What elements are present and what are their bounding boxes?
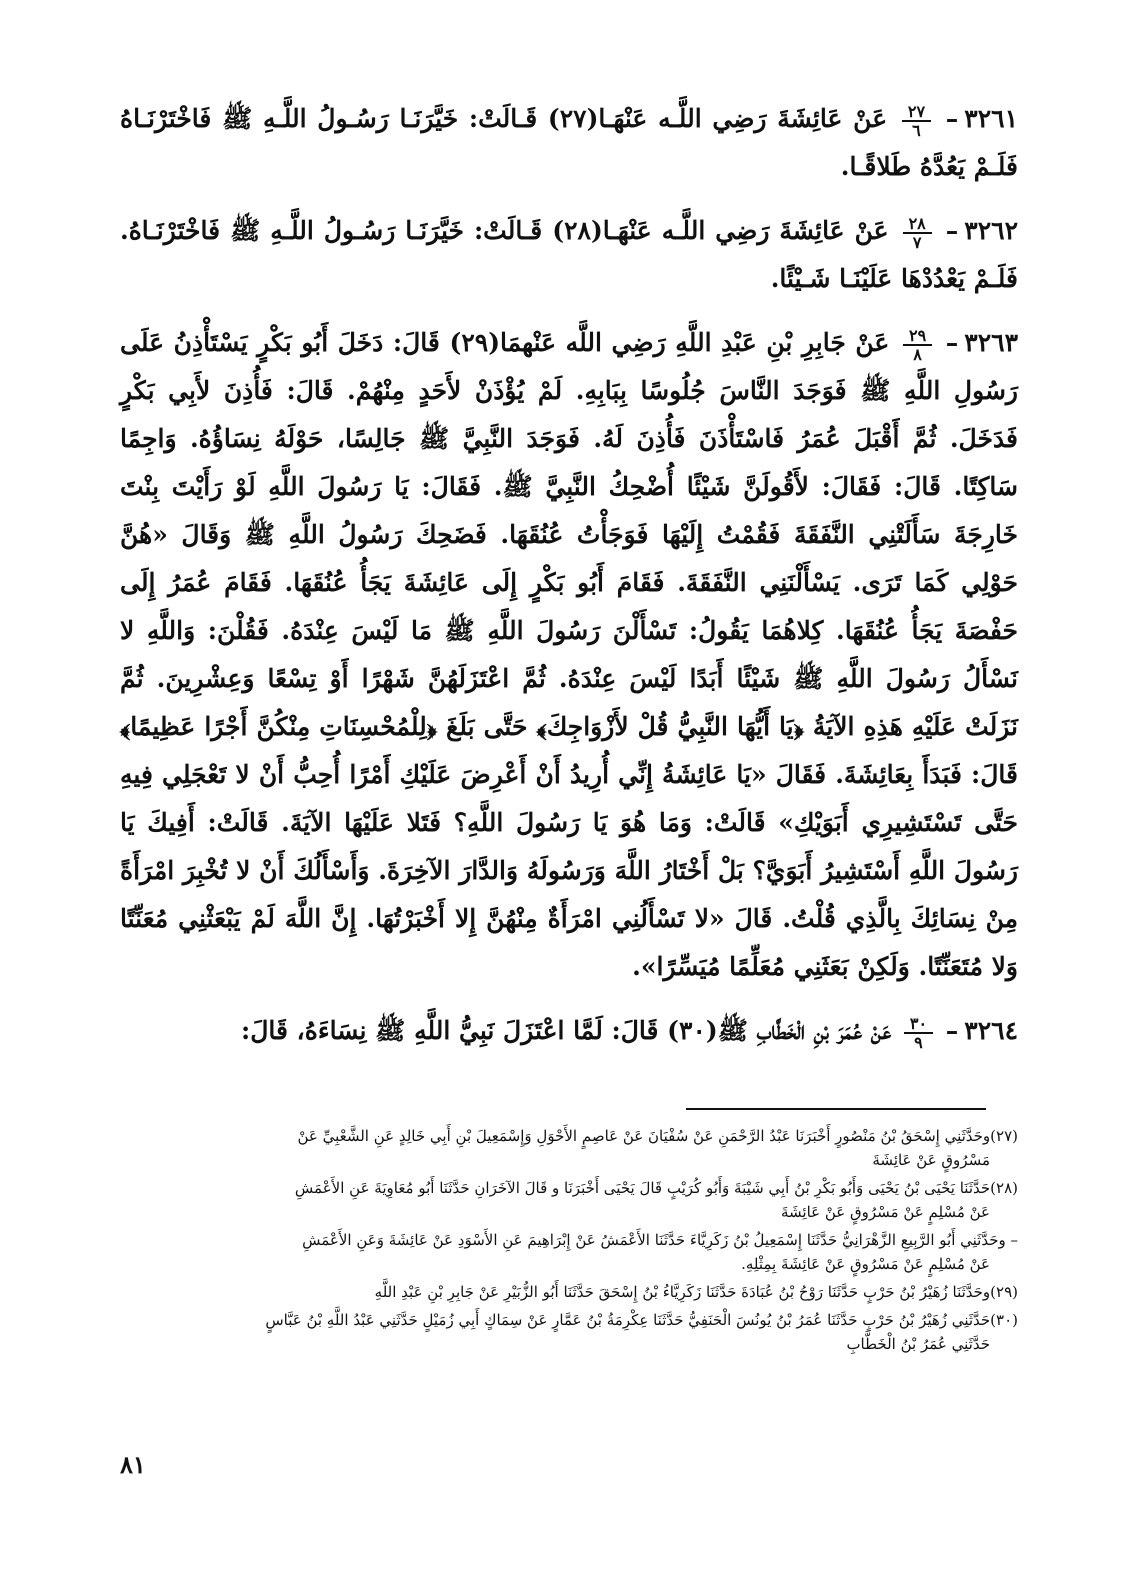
hadith-number: ٣٢٦٤ <box>964 1016 1018 1045</box>
footnote-separator <box>686 1108 986 1110</box>
footnote-continuation: حَدَّثَنِي عُمَرُ بْنُ الْخَطَّابِ <box>846 1335 990 1353</box>
footnote-text: (٢٨)حَدَّثَنَا يَحْيَى بْنُ يَحْيَى وَأَبُو بَكْرِ بْنُ أَبِي شَيْبَةَ وَأَبُو كُرَيْبٍ قَالَ يَحْيَى أَخْبَرَنَا و قَالَ الآخَرَانِ حَدَّثَنَا أَبُو مُعَاوِيَةَ عَنِ الأَعْمَشِ <box>294 1179 1018 1197</box>
footnote-continuation: عَنْ مُسْلِمٍ عَنْ مَسْرُوقٍ عَنْ عَائِشَةَ <box>780 1203 990 1221</box>
hadith-3264: ٣٢٦٤– $\frac{٣٠}{٩}$ عَنْ عُمَرَ بْنِ الْخَطَّابِ ﷺ(٣٠) قَالَ: لَمَّا اعْتَزَلَ نَبِيُّ اللَّهِ ﷺ نِسَاءَهُ، قَالَ: <box>241 1013 1018 1052</box>
hadith-number: ٣٢٦٣ <box>964 328 1018 357</box>
fraction-top: ٢٨ <box>903 215 932 234</box>
footnote-text: (٣٠)حَدَّثَنِي زُهَيْرُ بْنُ حَرْبٍ حَدَّثَنَا عُمَرُ بْنُ يُونُسَ الْحَنَفِيُّ حَدَّثَنَا عِكْرِمَةُ بْنُ عَمَّارٍ عَنْ سِمَاكٍ أَبِي زُمَيْلٍ حَدَّثَنِي عَبْدُ اللَّهِ بْنُ عَبَّاسٍ <box>265 1311 1018 1329</box>
fraction-bottom: ٧ <box>912 232 922 252</box>
hadith-text: عَنْ عَائِشَةَ رَضِي اللَّـه عَنْهَـا(٢٧) قَـالَتْ: خَيَّرَنَـا رَسُـولُ اللَّـهِ ﷺ فَاخْتَرْنَـاهُ فَلَـمْ يَعُدَّهُ طَلاقًـا. <box>120 104 1018 181</box>
footnote-text: – وحَدَّثَنِي أَبُو الرَّبِيعِ الزَّهْرَانِيُّ حَدَّثَنَا إِسْمَعِيلُ بْنُ زَكَرِيَّاءَ حَدَّثَنَا الأَعْمَشُ عَنْ إِبْرَاهِيمَ عَنِ الأَسْوَدِ عَنْ عَائِشَةَ وَعَنِ الأَعْمَشِ <box>302 1231 1018 1249</box>
hadith-3263: ٣٢٦٣– $\frac{٢٩}{٨}$ عَنْ جَابِرِ بْنِ عَبْدِ اللَّهِ رَضِي اللَّه عَنْهمَا(٢٩) قَالَ: دَخَلَ أَبُو بَكْرٍ يَسْتَأْذِنُ عَلَى رَسُولِ اللَّهِ ﷺ فَوَجَدَ النَّاسَ جُلُوسًا بِبَابِهِ. لَمْ يُؤْذَنْ لأَحَدٍ مِنْهُمْ. قَالَ: فَأُذِنَ لأَبِي بَكْرٍ فَدَخَلَ. ثُمَّ أَقْبَلَ عُمَرُ فَاسْتَأْذَنَ فَأُذِنَ لَهُ. فَوَجَدَ النَّبِيَّ ﷺ جَالِسًا، حَوْلَهُ نِسَاؤُهُ. وَاجِمًا سَاكِتًا. قَالَ: فَقَالَ: لأَقُولَنَّ شَيْئًا أُضْحِكُ النَّبِيَّ ﷺ. فَقَالَ: يَا رَسُولَ اللَّهِ لَوْ رَأَيْتَ بِنْتَ خَارِجَةَ سَأَلَتْنِي النَّفَقَةَ فَقُمْتُ إِلَيْهَا فَوَجَأْتُ عُنُقَهَا. فَضَحِكَ رَسُولُ اللَّهِ ﷺ وَقَالَ «هُنَّ حَوْلِي كَمَا تَرَى. يَسْأَلْنَنِي النَّفَقَةَ. فَقَامَ أَبُو بَكْرٍ إِلَى عَائِشَةَ يَجَأُ عُنُقَهَا. فَقَامَ عُمَرُ إِلَى حَفْصَةَ يَجَأُ عُنُقَهَا. كِلاهُمَا يَقُولُ: تَسْأَلْنَ رَسُولَ اللَّهِ ﷺ مَا لَيْسَ عِنْدَهُ. فَقُلْنَ: وَاللَّهِ لا نَسْأَلُ رَسُولَ اللَّهِ ﷺ شَيْئًا أَبَدًا لَيْسَ عِنْدَهُ. ثُمَّ اعْتَزَلَهُنَّ شَهْرًا أَوْ تِسْعًا وَعِشْرِينَ. ثُمَّ نَزَلَتْ عَلَيْهِ هَذِهِ الآيَةُ ﴿يَا أَيُّهَا النَّبِيُّ قُلْ لأَزْوَاجِكَ﴾ حَتَّى بَلَغَ ﴿لِلْمُحْسِنَاتِ مِنْكُنَّ أَجْرًا عَظِيمًا﴾ قَالَ: فَبَدَأَ بِعَائِشَةَ. فَقَالَ «يَا عَائِشَةُ إِنِّي أُرِيدُ أَنْ أَعْرِضَ عَلَيْكِ أَمْرًا أُحِبُّ أَنْ لا تَعْجَلِي فِيهِ حَتَّى تَسْتَشِيرِي أَبَوَيْكِ» قَالَتْ: وَمَا هُوَ يَا رَسُولَ اللَّهِ؟ فَتَلا عَلَيْهَا الآيَةَ. قَالَتْ: أَفِيكَ يَا رَسُولَ اللَّهِ أَسْتَشِيرُ أَبَوَيَّ؟ بَلْ أَخْتَارُ اللَّهَ وَرَسُولَهُ وَالدَّارَ الآخِرَةَ. وَأَسْأَلُكَ أَنْ لا تُخْبِرَ امْرَأَةً مِنْ نِسَائِكَ بِالَّذِي قُلْتُ. قَالَ «لا تَسْأَلُنِي امْرَأَةٌ مِنْهُنَّ إِلا أَخْبَرْتُهَا. إِنَّ اللَّهَ لَمْ يَبْعَثْنِي مُعَنِّتًا وَلا مُتَعَنِّتًا. وَلَكِنْ بَعَثَنِي مُعَلِّمًا مُيَسِّرًا». <box>120 325 1018 981</box>
footnote-28-alt <box>120 1228 1018 1276</box>
footnote-continuation: مَسْرُوقٍ عَنْ عَائِشَةَ <box>872 1151 990 1169</box>
footnote-28 <box>120 1176 1018 1224</box>
hadith-number: ٣٢٦١ <box>964 104 1018 133</box>
hadith-3261: ٣٢٦١– $\frac{٢٧}{٦}$ عَنْ عَائِشَةَ رَضِي اللَّـه عَنْهَـا(٢٧) قَـالَتْ: خَيَّرَنَـا رَسُـولُ اللَّـهِ ﷺ فَاخْتَرْنَـاهُ فَلَـمْ يَعُدَّهُ طَلاقًـا. <box>120 101 1018 181</box>
hadith-number: ٣٢٦٢ <box>964 216 1018 245</box>
hadith-ref-fraction <box>904 1015 933 1051</box>
footnotes <box>120 1124 1018 1360</box>
footnote-text: (٢٧)وحَدَّثَنِي إِسْحَقُ بْنُ مَنْصُورٍ أَخْبَرَنَا عَبْدُ الرَّحْمَنِ عَنْ سُفْيَانَ عَنْ عَاصِمٍ الأَحْوَلِ وَإِسْمَعِيلَ بْنِ أَبِي خَالِدٍ عَنِ الشَّعْبِيِّ عَنْ <box>297 1127 1018 1145</box>
footnote-continuation: عَنْ مُسْلِمٍ عَنْ مَسْرُوقٍ عَنْ عَائِشَةَ بِمِثْلِهِ. <box>741 1255 990 1273</box>
hadith-3262: ٣٢٦٢– $\frac{٢٨}{٧}$ عَنْ عَائِشَةَ رَضِي اللَّـه عَنْهَـا(٢٨) قَـالَتْ: خَيَّرَنَـا رَسُـولُ اللَّـهِ ﷺ فَاخْتَرْنَـاهُ. فَلَـمْ يَعْدُدْهَا عَلَيْنَـا شَـيْئًا. <box>120 213 1018 293</box>
fraction-bottom: ٩ <box>914 1032 923 1052</box>
hadith-ref-fraction <box>903 215 932 251</box>
footnote-29 <box>120 1280 1018 1304</box>
page-number: ٨١ <box>120 1450 146 1479</box>
fraction-bottom: ٨ <box>913 344 922 364</box>
hadith-text: عَنْ عَائِشَةَ رَضِي اللَّـه عَنْهَـا(٢٨) قَـالَتْ: خَيَّرَنَـا رَسُـولُ اللَّـهِ ﷺ فَاخْتَرْنَـاهُ. فَلَـمْ يَعْدُدْهَا عَلَيْنَـا شَـيْئًا. <box>120 216 1018 293</box>
fraction-top: ٣٠ <box>904 1015 933 1034</box>
fraction-top: ٢٩ <box>903 327 932 346</box>
hadith-body <box>120 95 1018 1071</box>
fraction-bottom: ٦ <box>912 120 921 140</box>
hadith-text: عَنْ جَابِرِ بْنِ عَبْدِ اللَّهِ رَضِي اللَّه عَنْهمَا(٢٩) قَالَ: دَخَلَ أَبُو بَكْرٍ يَسْتَأْذِنُ عَلَى رَسُولِ اللَّهِ ﷺ فَوَجَدَ النَّاسَ جُلُوسًا بِبَابِهِ. لَمْ يُؤْذَنْ لأَحَدٍ مِنْهُمْ. قَالَ: فَأُذِنَ لأَبِي بَكْرٍ فَدَخَلَ. ثُمَّ أَقْبَلَ عُمَرُ فَاسْتَأْذَنَ فَأُذِنَ لَهُ. فَوَجَدَ النَّبِيَّ ﷺ جَالِسًا، حَوْلَهُ نِسَاؤُهُ. وَاجِمًا سَاكِتًا. قَالَ: فَقَالَ: لأَقُولَنَّ شَيْئًا أُضْحِكُ النَّبِيَّ ﷺ. فَقَالَ: يَا رَسُولَ اللَّهِ لَوْ رَأَيْتَ بِنْتَ خَارِجَةَ سَأَلَتْنِي النَّفَقَةَ فَقُمْتُ إِلَيْهَا فَوَجَأْتُ عُنُقَهَا. فَضَحِكَ رَسُولُ اللَّهِ ﷺ وَقَالَ «هُنَّ حَوْلِي كَمَا تَرَى. يَسْأَلْنَنِي النَّفَقَةَ. فَقَامَ أَبُو بَكْرٍ إِلَى عَائِشَةَ يَجَأُ عُنُقَهَا. فَقَامَ عُمَرُ إِلَى حَفْصَةَ يَجَأُ عُنُقَهَا. كِلاهُمَا يَقُولُ: تَسْأَلْنَ رَسُولَ اللَّهِ ﷺ مَا لَيْسَ عِنْدَهُ. فَقُلْنَ: وَاللَّهِ لا نَسْأَلُ رَسُولَ اللَّهِ ﷺ شَيْئًا أَبَدًا لَيْسَ عِنْدَهُ. ثُمَّ اعْتَزَلَهُنَّ شَهْرًا أَوْ تِسْعًا وَعِشْرِينَ. ثُمَّ نَزَلَتْ عَلَيْهِ هَذِهِ الآيَةُ ﴿يَا أَيُّهَا النَّبِيُّ قُلْ لأَزْوَاجِكَ﴾ حَتَّى بَلَغَ ﴿لِلْمُحْسِنَاتِ مِنْكُنَّ أَجْرًا عَظِيمًا﴾ قَالَ: فَبَدَأَ بِعَائِشَةَ. فَقَالَ «يَا عَائِشَةُ إِنِّي أُرِيدُ أَنْ أَعْرِضَ عَلَيْكِ أَمْرًا أُحِبُّ أَنْ لا تَعْجَلِي فِيهِ حَتَّى تَسْتَشِيرِي أَبَوَيْكِ» قَالَتْ: وَمَا هُوَ يَا رَسُولَ اللَّهِ؟ فَتَلا عَلَيْهَا الآيَةَ. قَالَتْ: أَفِيكَ يَا رَسُولَ اللَّهِ أَسْتَشِيرُ أَبَوَيَّ؟ بَلْ أَخْتَارُ اللَّهَ وَرَسُولَهُ وَالدَّارَ الآخِرَةَ. وَأَسْأَلُكَ أَنْ لا تُخْبِرَ امْرَأَةً مِنْ نِسَائِكَ بِالَّذِي قُلْتُ. قَالَ «لا تَسْأَلُنِي امْرَأَةٌ مِنْهُنَّ إِلا أَخْبَرْتُهَا. إِنَّ اللَّهَ لَمْ يَبْعَثْنِي مُعَنِّتًا وَلا مُتَعَنِّتًا. وَلَكِنْ بَعَثَنِي مُعَلِّمًا مُيَسِّرًا». <box>120 328 1018 981</box>
footnote-27 <box>120 1124 1018 1172</box>
footnote-30 <box>120 1308 1018 1356</box>
hadith-text: عَنْ عُمَرَ بْنِ الْخَطَّابِ ﷺ(٣٠) قَالَ: لَمَّا اعْتَزَلَ نَبِيُّ اللَّهِ ﷺ نِسَاءَهُ، قَالَ: <box>241 1016 892 1045</box>
footnote-text: (٢٩)وحَدَّثَنَا زُهَيْرُ بْنُ حَرْبٍ حَدَّثَنَا رَوْحُ بْنُ عُبَادَةَ حَدَّثَنَا زَكَرِيَّاءُ بْنُ إِسْحَقَ حَدَّثَنَا أَبُو الزُّبَيْرِ عَنْ جَابِرِ بْنِ عَبْدِ اللَّهِ <box>374 1283 1018 1301</box>
hadith-ref-fraction <box>902 103 931 139</box>
fraction-top: ٢٧ <box>902 103 931 122</box>
hadith-ref-fraction <box>903 327 932 363</box>
